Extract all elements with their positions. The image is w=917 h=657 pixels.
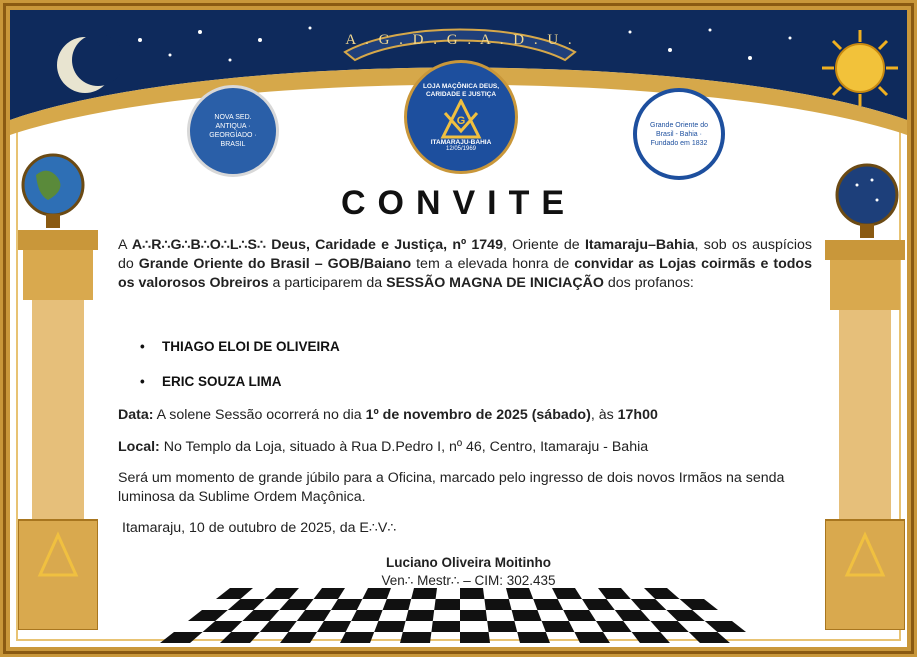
floor-tile xyxy=(411,588,437,599)
checkered-floor xyxy=(160,588,760,648)
floor-tile xyxy=(317,621,351,632)
left-logo xyxy=(187,85,279,177)
right-logo-text: Grande Oriente do Brasil - Bahia · Fundado em 1832 xyxy=(650,121,708,147)
floor-tile xyxy=(216,588,253,599)
bullet-icon: • xyxy=(140,374,145,389)
initiate-name: THIAGO ELOI DE OLIVEIRA xyxy=(162,339,340,354)
intro-s2: , sob os auspícios do xyxy=(118,237,812,272)
closing-paragraph: Será um momento de grande júbilo para a Oficina, marcado pelo ingresso de dois novos Irmãos na senda luminosa da Sublime Ordem Maçônica. xyxy=(118,470,785,505)
floor-tile xyxy=(160,632,203,643)
intro-s1: , Oriente de xyxy=(502,237,585,253)
bullet-icon: • xyxy=(140,339,145,354)
floor-tile xyxy=(533,599,563,610)
session-date: 1º de novembro de 2025 (sábado) xyxy=(365,407,591,423)
initiate-name: ERIC SOUZA LIMA xyxy=(162,374,282,389)
center-logo-bottom-text: ITAMARAJU-BAHIA xyxy=(430,138,492,146)
center-logo xyxy=(404,60,518,174)
location-text: No Templo da Loja, situado à Rua D.Pedro I, nº 46, Centro, Itamaraju - Bahia xyxy=(159,439,649,455)
location-line xyxy=(118,438,812,457)
floor-tile xyxy=(512,610,542,621)
intro-paragraph xyxy=(118,236,812,293)
floor-tile xyxy=(228,599,265,610)
floor-tile xyxy=(615,610,651,621)
intro-invite: convidar as Lojas coirmãs e todos os valorosos Obreiros xyxy=(118,256,812,291)
right-logo xyxy=(633,88,725,180)
floor-tile xyxy=(374,621,405,632)
floor-tile xyxy=(644,588,680,599)
floor-tile xyxy=(542,621,575,632)
floor-tile xyxy=(460,588,484,599)
center-logo-ring-text: LOJA MAÇÔNICA DEUS, CARIDADE E JUSTIÇA xyxy=(422,82,500,98)
date-label: Data: xyxy=(118,407,154,423)
place-date: Itamaraju, 10 de outubro de 2025, da E∴V∴ xyxy=(122,520,397,536)
floor-tile xyxy=(705,621,746,632)
intro-s4: a participarem da xyxy=(268,275,387,291)
floor-tile xyxy=(265,588,299,599)
floor-tile xyxy=(406,610,435,621)
floor-tile xyxy=(632,632,670,643)
center-logo-date: 12/05/1969 xyxy=(445,145,477,152)
intro-abbr: A∴R∴G∴B∴O∴L∴S∴ xyxy=(131,237,267,253)
floor-tile xyxy=(460,632,490,643)
moon-icon xyxy=(50,30,120,105)
floor-tile xyxy=(400,632,431,643)
floor-tile xyxy=(279,599,313,610)
floor-tile xyxy=(460,610,487,621)
session-time: 17h00 xyxy=(617,407,658,423)
floor-tile xyxy=(517,632,550,643)
banner-text: A . G . D . G . A . D . U . xyxy=(345,32,575,48)
floor-tile xyxy=(574,632,610,643)
floor-tile xyxy=(484,599,511,610)
page-title: CONVITE xyxy=(340,184,577,222)
floor-tile xyxy=(314,588,345,599)
floor-tile xyxy=(598,588,631,599)
date-line xyxy=(118,406,812,425)
floor-tile xyxy=(351,610,382,621)
floor-tile xyxy=(689,632,730,643)
floor-tile xyxy=(552,588,582,599)
intro-session: SESSÃO MAGNA DE INICIAÇÃO xyxy=(386,275,604,291)
floor-tile xyxy=(260,621,297,632)
signature-name: Luciano Oliveira Moitinho xyxy=(385,555,551,570)
floor-tile xyxy=(280,632,317,643)
square-compass-icon xyxy=(439,99,483,139)
floor-tile xyxy=(680,599,718,610)
intro-lodge: Deus, Caridade e Justiça, nº 1749 xyxy=(266,237,503,253)
floor-tile xyxy=(188,610,228,621)
floor-tile xyxy=(220,632,260,643)
location-label: Local: xyxy=(118,439,160,455)
list-item xyxy=(140,374,282,389)
intro-gob: Grande Oriente do Brasil – GOB/Baiano xyxy=(138,256,412,272)
floor-tile xyxy=(331,599,362,610)
intro-city: Itamaraju–Bahia xyxy=(584,237,695,253)
floor-tile xyxy=(650,621,688,632)
date-text-1: A solene Sessão ocorrerá no dia xyxy=(153,407,366,423)
floor-tile xyxy=(203,621,243,632)
date-text-2: , às xyxy=(590,407,618,423)
intro-s3: tem a elevada honra de xyxy=(411,256,575,272)
left-logo-text: NOVA SED. ANTIQUA · GEORGÍADO · BRASIL xyxy=(209,114,257,148)
signature-role: Ven∴ Mestr∴ – CIM: 302.435 xyxy=(381,573,556,588)
floor-tile xyxy=(596,621,632,632)
sun-icon xyxy=(820,28,900,113)
center-logo-letter: G xyxy=(456,114,466,127)
floor-tile xyxy=(383,599,412,610)
list-item xyxy=(140,339,340,354)
floor-tile xyxy=(631,599,667,610)
top-banner xyxy=(340,22,580,62)
floor-tile xyxy=(242,610,279,621)
floor-tile xyxy=(487,621,517,632)
floor-tile xyxy=(297,610,331,621)
floor-tile xyxy=(340,632,374,643)
intro-s5: dos profanos: xyxy=(603,275,694,291)
floor-tile xyxy=(431,621,460,632)
floor-tile xyxy=(582,599,615,610)
floor-tile xyxy=(362,588,391,599)
floor-tile xyxy=(563,610,596,621)
floor-tile xyxy=(434,599,460,610)
floor-tile xyxy=(666,610,704,621)
intro-a: A xyxy=(118,237,132,253)
floor-tile xyxy=(506,588,533,599)
